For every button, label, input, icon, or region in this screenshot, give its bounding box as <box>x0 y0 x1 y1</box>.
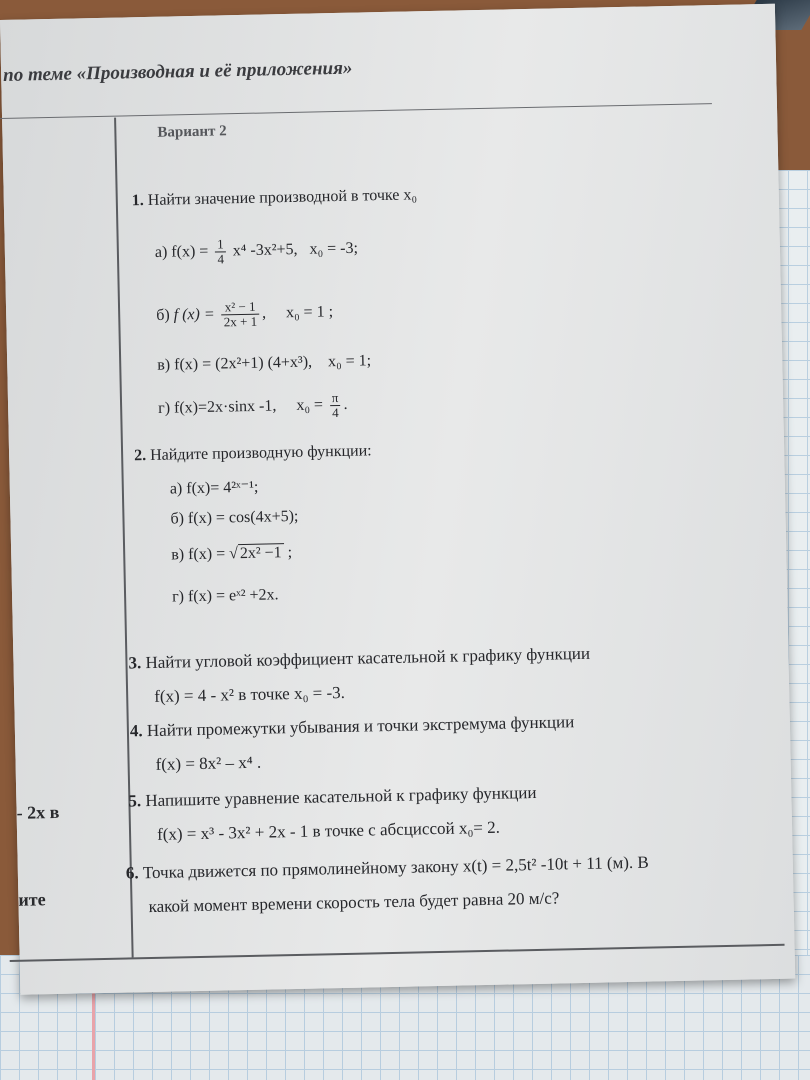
item-label: а) <box>154 243 168 261</box>
fraction <box>330 391 341 420</box>
task-2b: б) f(x) = cos(4x+5); <box>170 507 299 528</box>
task-2d: г) f(x) = eˣ² +2x. <box>171 586 279 606</box>
task-number: 1. <box>131 192 144 210</box>
worksheet <box>0 4 795 995</box>
formula-part: , <box>261 304 267 322</box>
formula-part: f(x)=2x·sinx -1, <box>173 397 277 417</box>
fraction <box>221 300 259 330</box>
task-3-expr: f(x) = 4 - x² в точке x₀ = -3. <box>154 682 346 706</box>
fraction-denominator: 4 <box>217 251 225 267</box>
task-number: 5. <box>128 791 142 811</box>
formula-part: ; <box>287 543 293 562</box>
task-1c <box>157 352 371 374</box>
task-5-title <box>128 783 536 812</box>
variant-title: Вариант 2 <box>157 123 227 141</box>
left-column-fragment: - 2x в <box>16 801 60 823</box>
task-number: 3. <box>128 653 142 673</box>
task-text: Найти угловой коэффициент касательной к графику функции <box>145 643 591 673</box>
task-2c <box>171 544 292 565</box>
task-text: Найдите производную функции: <box>149 442 372 464</box>
task-1b <box>156 298 333 331</box>
fraction-denominator: 4 <box>332 404 339 421</box>
task-text: Напишите уравнение касательной к графику функции <box>145 782 537 811</box>
point-value: x₀ = 1 ; <box>285 303 334 322</box>
task-number: 4. <box>129 721 143 741</box>
point-value: x₀ = -3; <box>309 239 359 258</box>
formula-part: x⁴ -3x²+5, <box>232 240 298 260</box>
item-label: б) <box>156 306 170 324</box>
task-6-line1 <box>126 853 649 884</box>
left-column-fragment: ите <box>18 889 46 910</box>
item-label: в) <box>157 356 171 374</box>
worksheet-header: по теме «Производная и её приложения» <box>2 57 353 86</box>
task-number: 6. <box>125 863 139 883</box>
point-value: x₀ = <box>296 396 324 415</box>
table-left-column <box>0 118 134 960</box>
formula-part: f (x) = <box>173 305 215 324</box>
point-value: x₀ = 1; <box>327 352 372 371</box>
task-text: Найти значение производной в точке x₀ <box>147 186 418 209</box>
task-4-expr: f(x) = 8x² – x⁴ . <box>155 752 262 774</box>
task-text: Точка движется по прямолинейному закону x(t) = 2,5t² -10t + 11 (м). В <box>142 852 649 883</box>
task-1d <box>158 391 348 424</box>
task-1a <box>155 235 359 268</box>
sqrt-sign: √ <box>228 545 239 563</box>
fraction <box>215 237 226 266</box>
task-2a: а) f(x)= 4²ˣ⁻¹; <box>169 478 259 498</box>
formula-part: f(x) = (2x²+1) (4+x³), <box>173 353 313 374</box>
task-3-title <box>128 644 590 674</box>
fraction-denominator: 2x + 1 <box>223 313 258 330</box>
fraction-numerator: π <box>330 391 341 406</box>
item-label: г) <box>157 399 171 417</box>
fraction-numerator: x² − 1 <box>221 300 259 316</box>
formula-part: в) f(x) = <box>171 545 226 564</box>
task-number: 2. <box>133 447 147 465</box>
formula-part: . <box>343 395 348 414</box>
task-2-title <box>134 442 372 465</box>
sqrt-radicand: 2x² −1 <box>238 543 284 562</box>
task-6-line2: какой момент времени скорость тела будет равна 20 м/с? <box>148 888 560 917</box>
task-text: Найти промежутки убывания и точки экстремума функции <box>146 712 575 741</box>
formula-part: f(x) = <box>171 242 209 261</box>
fraction-numerator: 1 <box>215 237 226 252</box>
task-1-title <box>132 186 418 210</box>
task-5-expr: f(x) = x³ - 3x² + 2x - 1 в точке с абсциссой x₀= 2. <box>156 817 501 844</box>
task-4-title <box>130 712 575 741</box>
